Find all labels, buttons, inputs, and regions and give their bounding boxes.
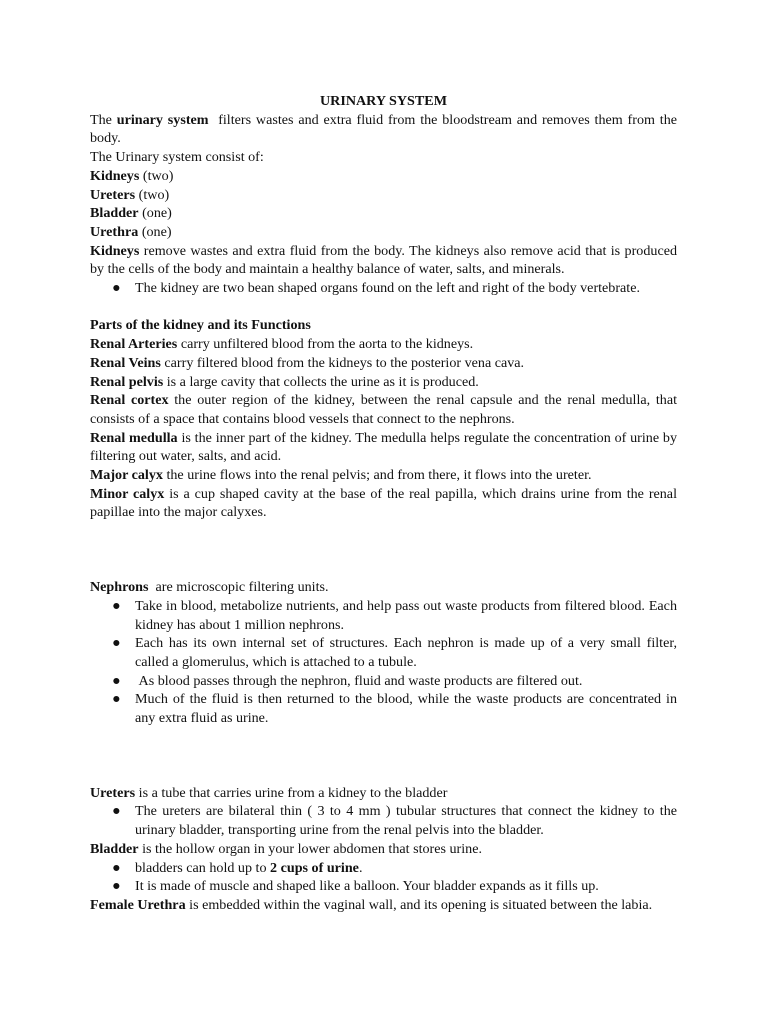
organ-count: (two) — [142, 167, 174, 184]
list-item — [90, 279, 677, 298]
list-item-text: As blood passes through the nephron, fluid and waste products are filtered out. — [138, 672, 583, 689]
list-item-text: Much of the fluid is then returned to the blood, while the waste products are concentrated in any extra fluid as urine. — [135, 691, 677, 727]
bladder-text: is the hollow organ in your lower abdomen that stores urine. — [142, 840, 482, 857]
list-item — [90, 597, 677, 634]
spacer — [90, 728, 677, 784]
organ-name: Bladder — [90, 205, 139, 222]
organ-count: (one) — [142, 205, 172, 222]
bladder-term: Bladder — [90, 840, 139, 857]
part-definition — [90, 466, 677, 485]
part-term: Minor calyx — [90, 485, 165, 502]
consist-label: The Urinary system consist of: — [90, 149, 264, 166]
list-item-text: It is made of muscle and shaped like a balloon. Your bladder expands as it fills up. — [135, 878, 599, 895]
organ-line — [90, 223, 677, 242]
nephrons-bullets — [90, 597, 677, 728]
part-definition — [90, 391, 677, 428]
bullet-icon: ● — [112, 803, 121, 820]
part-term: Renal Arteries — [90, 336, 178, 353]
kidneys-text: remove wastes and extra fluid from the body. The kidneys also remove acid that is produced by the cells of the body and maintain a healthy balance of water, salts, and minerals. — [90, 242, 678, 278]
ureters-bullets — [90, 802, 677, 839]
parts-heading-text: Parts of the kidney and its Functions — [90, 317, 311, 334]
ureters-text: is a tube that carries urine from a kidney to the bladder — [138, 784, 448, 801]
list-item-text: bladders can hold up to — [135, 859, 267, 876]
part-term: Renal Veins — [90, 354, 161, 371]
list-item — [90, 690, 677, 727]
part-text: is a large cavity that collects the urine as it is produced. — [166, 373, 479, 390]
part-term: Renal pelvis — [90, 373, 164, 390]
ureters-paragraph — [90, 784, 677, 803]
list-item-text: Each has its own internal set of structures. Each nephron is made up of a very small filter, called a glomerulus, which is attached to a tubule. — [135, 635, 677, 670]
kidneys-bullets — [90, 279, 677, 298]
part-term: Renal medulla — [90, 429, 178, 446]
spacer — [90, 522, 677, 578]
organ-count: (two) — [138, 186, 170, 203]
organ-line — [90, 167, 677, 186]
nephrons-text: are microscopic filtering units. — [155, 579, 329, 596]
part-definition — [90, 354, 677, 373]
document-title: URINARY SYSTEM — [319, 93, 447, 109]
part-text: carry unfiltered blood from the aorta to the kidneys. — [180, 336, 474, 353]
bullet-icon: ● — [112, 635, 121, 652]
urethra-term: Female Urethra — [90, 897, 186, 913]
spacer — [90, 298, 677, 317]
organ-line — [90, 204, 677, 223]
part-term: Major calyx — [90, 467, 163, 484]
list-item — [90, 802, 677, 839]
part-term: Renal cortex — [90, 392, 169, 409]
part-definition — [90, 429, 677, 466]
organ-name: Urethra — [90, 223, 139, 240]
organ-name: Ureters — [90, 186, 136, 203]
part-definition — [90, 373, 677, 392]
urethra-text: is embedded within the vaginal wall, and its opening is situated between the labia. — [189, 897, 653, 913]
kidneys-paragraph — [90, 242, 677, 279]
bladder-bullets — [90, 859, 677, 896]
organ-count: (one) — [141, 223, 172, 240]
document-page — [90, 92, 677, 915]
part-text: the urine flows into the renal pelvis; and from there, it flows into the ureter. — [166, 467, 592, 484]
ureters-term: Ureters — [90, 784, 136, 801]
intro-paragraph — [90, 111, 677, 148]
part-text: carry filtered blood from the kidneys to the posterior vena cava. — [164, 354, 525, 371]
part-text: is the inner part of the kidney. The medulla helps regulate the concentration of urine by filtering out water, salts, and acid. — [90, 429, 677, 465]
urethra-paragraph — [90, 896, 677, 915]
nephrons-term: Nephrons — [90, 579, 149, 596]
bullet-icon: ● — [112, 859, 121, 876]
list-item — [90, 877, 677, 896]
kidneys-term: Kidneys — [90, 242, 140, 259]
list-item-text: The kidney are two bean shaped organs found on the left and right of the body vertebrate. — [135, 280, 640, 297]
organ-name: Kidneys — [90, 167, 140, 184]
nephrons-paragraph — [90, 578, 677, 597]
organ-line — [90, 186, 677, 205]
bullet-icon: ● — [112, 672, 121, 689]
bullet-icon: ● — [112, 597, 121, 614]
intro-term: urinary system — [116, 111, 209, 128]
intro-prefix: The — [90, 111, 112, 128]
list-item-suffix: . — [358, 859, 363, 876]
bullet-icon: ● — [112, 280, 121, 297]
part-definition — [90, 335, 677, 354]
list-item — [90, 859, 677, 878]
part-text: is a cup shaped cavity at the base of the real papilla, which drains urine from the renal papillae into the major calyxes. — [90, 485, 677, 521]
list-item-text: The ureters are bilateral thin ( 3 to 4 mm ) tubular structures that connect the kidney to the urinary bladder, transporting urine from the renal pelvis into the bladder. — [135, 803, 677, 839]
part-definition — [90, 485, 677, 522]
intro-text: filters wastes and extra fluid from the bloodstream and removes them from the body. — [90, 111, 678, 147]
bullet-icon: ● — [112, 691, 121, 708]
list-item-text: Take in blood, metabolize nutrients, and help pass out waste products from filtered blood. Each kidney has about 1 million nephrons. — [135, 597, 677, 633]
list-item — [90, 634, 677, 671]
section-heading-parts — [90, 316, 677, 335]
bladder-paragraph — [90, 840, 677, 859]
part-text: the outer region of the kidney, between the renal capsule and the renal medulla, that consists of a space that contains blood vessels that connect to the nephrons. — [90, 392, 678, 427]
bullet-icon: ● — [112, 878, 121, 895]
bladder-capacity: 2 cups of urine — [270, 859, 359, 876]
list-item — [90, 672, 677, 691]
